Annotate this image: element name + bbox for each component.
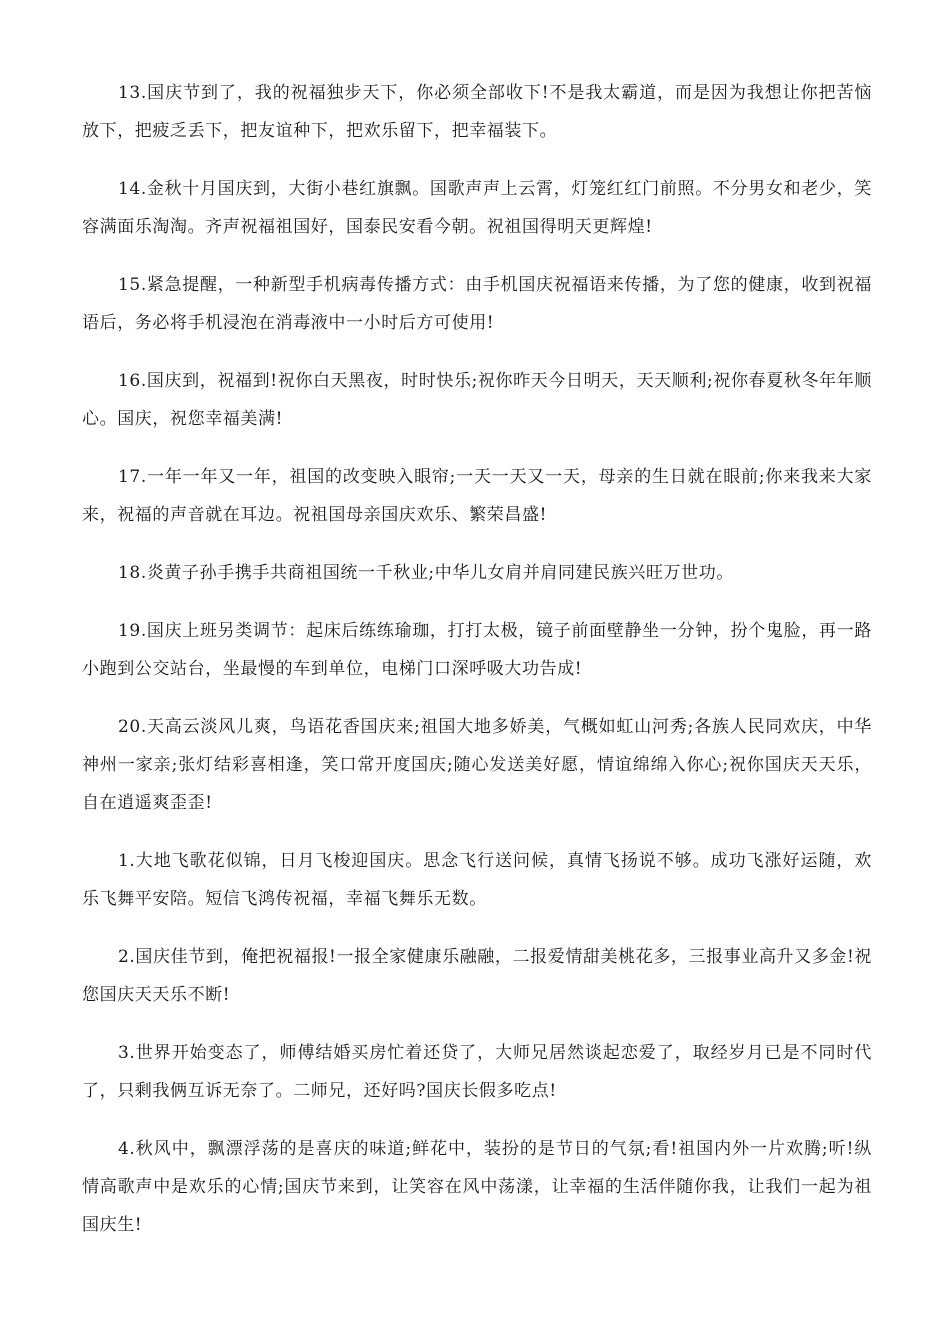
paragraph-2: 2.国庆佳节到，俺把祝福报!一报全家健康乐融融，二报爱情甜美桃花多，三报事业高升又多金!祝您国庆天天乐不断!	[82, 947, 872, 1005]
paragraph-16: 16.国庆到，祝福到!祝你白天黑夜，时时快乐;祝你昨天今日明天，天天顺利;祝你春夏秋冬年年顺心。国庆，祝您幸福美满!	[82, 371, 872, 429]
paragraph-17: 17.一年一年又一年，祖国的改变映入眼帘;一天一天又一天，母亲的生日就在眼前;你来我来大家来，祝福的声音就在耳边。祝祖国母亲国庆欢乐、繁荣昌盛!	[82, 467, 872, 525]
paragraph-4: 4.秋风中，飘漂浮荡的是喜庆的味道;鲜花中，装扮的是节日的气氛;看!祖国内外一片欢腾;听!纵情高歌声中是欢乐的心情;国庆节来到，让笑容在风中荡漾，让幸福的生活伴随你我，让我们一起为祖国庆生!	[82, 1139, 872, 1235]
paragraph-1: 1.大地飞歌花似锦，日月飞梭迎国庆。思念飞行送问候，真情飞扬说不够。成功飞涨好运随，欢乐飞舞平安陪。短信飞鸿传祝福，幸福飞舞乐无数。	[82, 851, 872, 909]
paragraph-15: 15.紧急提醒，一种新型手机病毒传播方式：由手机国庆祝福语来传播，为了您的健康，收到祝福语后，务必将手机浸泡在消毒液中一小时后方可使用!	[82, 275, 872, 333]
paragraph-18: 18.炎黄子孙手携手共商祖国统一千秋业;中华儿女肩并肩同建民族兴旺万世功。	[118, 563, 734, 583]
document-body	[82, 74, 872, 1264]
paragraph-14: 14.金秋十月国庆到，大街小巷红旗飘。国歌声声上云霄，灯笼红红门前照。不分男女和老少，笑容满面乐淘淘。齐声祝福祖国好，国泰民安看今朝。祝祖国得明天更辉煌!	[82, 179, 872, 237]
paragraph-19: 19.国庆上班另类调节：起床后练练瑜珈，打打太极，镜子前面壁静坐一分钟，扮个鬼脸，再一路小跑到公交站台，坐最慢的车到单位，电梯门口深呼吸大功告成!	[82, 621, 872, 679]
paragraph-13: 13.国庆节到了，我的祝福独步天下，你必须全部收下!不是我太霸道，而是因为我想让你把苦恼放下，把疲乏丢下，把友谊种下，把欢乐留下，把幸福装下。	[82, 83, 872, 141]
paragraph-3: 3.世界开始变态了，师傅结婚买房忙着还贷了，大师兄居然谈起恋爱了，取经岁月已是不同时代了，只剩我俩互诉无奈了。二师兄，还好吗?国庆长假多吃点!	[82, 1043, 872, 1101]
paragraph-20: 20.天高云淡风儿爽，鸟语花香国庆来;祖国大地多娇美，气概如虹山河秀;各族人民同欢庆，中华神州一家亲;张灯结彩喜相逢，笑口常开度国庆;随心发送美好愿，情谊绵绵入你心;祝你国庆天天乐，自在逍遥爽歪歪!	[82, 717, 872, 813]
